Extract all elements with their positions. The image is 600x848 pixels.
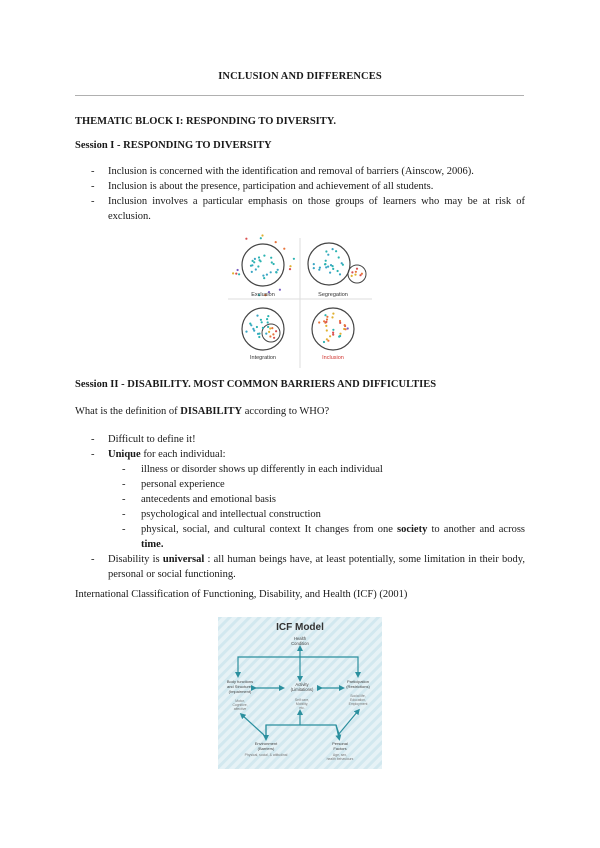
diagram-dot bbox=[339, 273, 341, 275]
personal-label-line2: Factors bbox=[333, 746, 347, 751]
exclusion-inner-dots bbox=[250, 255, 279, 280]
diagram-dot bbox=[361, 273, 363, 275]
diagram-dot bbox=[325, 321, 327, 323]
diagram-dot bbox=[279, 289, 281, 291]
diagram-dot bbox=[268, 331, 270, 333]
diagram-dot bbox=[262, 275, 264, 277]
context-text-2: to another and across bbox=[427, 524, 525, 535]
diagram-dot bbox=[293, 258, 295, 260]
question-text: What is the definition of bbox=[75, 406, 181, 417]
diagram-dot bbox=[259, 259, 261, 261]
activity-label-line2: (Limitations) bbox=[290, 687, 314, 692]
time-keyword: time. bbox=[141, 539, 164, 550]
diagram-dot bbox=[323, 341, 325, 343]
context-text: physical, social, and cultural context It changes from one bbox=[141, 524, 398, 535]
body-small-line2: Cognitive, bbox=[232, 703, 248, 707]
segregation-label: Segregation bbox=[318, 292, 348, 298]
segregation-inner-dots bbox=[313, 248, 344, 276]
environment-label-line2: (Barriers) bbox=[257, 746, 275, 751]
universal-text-end: : all human beings have, at least potentially, some limitation in their body, personal or social functioning. bbox=[108, 554, 525, 580]
health-label-line2: Condition bbox=[291, 641, 309, 646]
unique-text: for each individual: bbox=[140, 449, 226, 460]
icf-title: ICF Model bbox=[276, 622, 324, 633]
inclusion-dots bbox=[318, 313, 349, 344]
diagram-dot bbox=[283, 248, 285, 250]
diagram-dot bbox=[275, 241, 277, 243]
diagram-dot bbox=[272, 333, 274, 335]
title-divider bbox=[75, 95, 524, 96]
diagram-dot bbox=[344, 324, 346, 326]
diagram-dot bbox=[253, 261, 255, 263]
session-1-bullet-list bbox=[75, 164, 525, 224]
diagram-dot bbox=[324, 314, 326, 316]
diagram-dot bbox=[313, 263, 315, 265]
unique-keyword: Unique bbox=[108, 449, 141, 460]
diagram-dot bbox=[332, 248, 334, 250]
diagram-dot bbox=[289, 268, 291, 270]
session-1-heading: Session I - RESPONDING TO DIVERSITY bbox=[75, 140, 272, 151]
diagram-dot bbox=[250, 324, 252, 326]
inclusion-diagram bbox=[225, 233, 375, 373]
participation-label-line2: (Restrictions) bbox=[346, 684, 370, 689]
exclusion-circle bbox=[242, 244, 284, 286]
diagram-dot bbox=[258, 333, 260, 335]
universal-text: Disability is bbox=[108, 554, 163, 565]
list-item-unique bbox=[75, 447, 525, 552]
list-item: - Inclusion involves a particular emphasis on those groups of learners who may be at risk of exclusion. bbox=[75, 194, 525, 224]
diagram-dot bbox=[232, 272, 234, 274]
diagram-dot bbox=[332, 332, 334, 334]
diagram-dot bbox=[329, 272, 331, 274]
diagram-dot bbox=[245, 238, 247, 240]
diagram-dot bbox=[257, 265, 259, 267]
environment-small: Physical, social, & attitudinal bbox=[244, 753, 288, 757]
icf-model-svg bbox=[218, 617, 382, 769]
diagram-dot bbox=[345, 328, 347, 330]
diagram-dot bbox=[318, 269, 320, 271]
diagram-dot bbox=[256, 315, 258, 317]
participation-small-line1: Social life, bbox=[350, 694, 366, 698]
diagram-dot bbox=[351, 271, 353, 273]
body-label-line3: (Impairment) bbox=[228, 689, 252, 694]
diagram-dot bbox=[260, 319, 262, 321]
inclusion-diagram-svg bbox=[225, 233, 375, 373]
diagram-dot bbox=[245, 331, 247, 333]
diagram-dot bbox=[339, 320, 341, 322]
diagram-dot bbox=[318, 321, 320, 323]
diagram-dot bbox=[339, 333, 341, 335]
diagram-dot bbox=[258, 256, 260, 258]
diagram-dot bbox=[331, 316, 333, 318]
integration-label: Integration bbox=[250, 355, 276, 361]
diagram-dot bbox=[265, 333, 267, 335]
body-label-line2: and Structures bbox=[226, 684, 254, 689]
diagram-dot bbox=[271, 327, 273, 329]
diagram-dot bbox=[267, 326, 269, 328]
inclusion-label: Inclusion bbox=[322, 355, 344, 361]
sub-list-item: - psychological and intellectual construction bbox=[108, 507, 525, 522]
diagram-dot bbox=[261, 234, 263, 236]
list-item: - Difficult to define it! bbox=[75, 432, 525, 447]
diagram-dot bbox=[332, 313, 334, 315]
integration-dots bbox=[245, 315, 269, 339]
diagram-dot bbox=[251, 264, 253, 266]
disability-bullet-list bbox=[75, 432, 525, 582]
diagram-dot bbox=[326, 316, 328, 318]
diagram-dot bbox=[269, 335, 271, 337]
activity-label-line1: Activity bbox=[295, 682, 309, 687]
participation-label-line1: Participation bbox=[346, 679, 370, 684]
list-item: - Inclusion is concerned with the identification and removal of barriers (Ainscow, 2006). bbox=[75, 164, 525, 179]
personal-small-line1: Age, sex, bbox=[332, 753, 348, 757]
diagram-dot bbox=[262, 327, 264, 329]
diagram-dot bbox=[354, 274, 356, 276]
diagram-dot bbox=[255, 268, 257, 270]
diagram-dot bbox=[335, 250, 337, 252]
diagram-dot bbox=[347, 327, 349, 329]
document-title: INCLUSION AND DIFFERENCES bbox=[218, 71, 382, 82]
unique-sub-list bbox=[108, 462, 525, 552]
diagram-dot bbox=[253, 330, 255, 332]
diagram-dot bbox=[263, 255, 265, 257]
diagram-dot bbox=[337, 270, 339, 272]
universal-keyword: universal bbox=[162, 554, 205, 565]
participation-small-line3: Employment bbox=[348, 702, 368, 706]
diagram-dot bbox=[266, 274, 268, 276]
diagram-dot bbox=[273, 263, 275, 265]
question-text-end: according to WHO? bbox=[242, 406, 330, 417]
diagram-dot bbox=[341, 262, 343, 264]
diagram-dot bbox=[267, 315, 269, 317]
participation-small-line2: Education, bbox=[349, 698, 367, 702]
sub-list-item bbox=[108, 522, 525, 552]
icf-model-diagram bbox=[218, 617, 382, 769]
diagram-dot bbox=[269, 327, 271, 329]
diagram-dot bbox=[271, 261, 273, 263]
segregation-panel bbox=[308, 243, 366, 298]
diagram-dot bbox=[355, 271, 357, 273]
diagram-dot bbox=[238, 273, 240, 275]
personal-small-line2: health behaviours bbox=[326, 757, 354, 761]
sub-list-item: - illness or disorder shows up differently in each individual bbox=[108, 462, 525, 477]
diagram-dot bbox=[261, 321, 263, 323]
personal-label-line1: Personal bbox=[332, 741, 348, 746]
integration-panel bbox=[242, 308, 284, 361]
diagram-dot bbox=[332, 265, 334, 267]
diagram-dot bbox=[332, 268, 334, 270]
health-label-line1: Health bbox=[293, 636, 307, 641]
integration-inner-circle bbox=[262, 324, 280, 342]
list-item-universal bbox=[75, 552, 525, 582]
diagram-dot bbox=[275, 271, 277, 273]
diagram-dot bbox=[327, 254, 329, 256]
diagram-dot bbox=[235, 273, 237, 275]
diagram-dot bbox=[275, 330, 277, 332]
diagram-dot bbox=[263, 277, 265, 279]
society-keyword: society bbox=[397, 524, 428, 535]
diagram-dot bbox=[258, 336, 260, 338]
exclusion-panel bbox=[232, 234, 295, 298]
diagram-dot bbox=[325, 260, 327, 262]
diagram-dot bbox=[323, 320, 325, 322]
who-question bbox=[75, 406, 329, 417]
diagram-dot bbox=[260, 237, 262, 239]
diagram-dot bbox=[351, 275, 353, 277]
diagram-dot bbox=[339, 322, 341, 324]
diagram-dot bbox=[332, 334, 334, 336]
diagram-dot bbox=[266, 318, 268, 320]
diagram-dot bbox=[327, 266, 329, 268]
list-item: - Inclusion is about the presence, participation and achievement of all students. bbox=[75, 179, 525, 194]
diagram-dot bbox=[338, 336, 340, 338]
diagram-dot bbox=[254, 258, 256, 260]
icf-reference: International Classification of Functioning, Disability, and Health (ICF) (2001) bbox=[75, 589, 408, 600]
diagram-dot bbox=[273, 337, 275, 339]
activity-small-line1: Self care, bbox=[294, 698, 310, 702]
diagram-dot bbox=[327, 340, 329, 342]
session-2-heading: Session II - DISABILITY. MOST COMMON BARRIERS AND DIFFICULTIES bbox=[75, 379, 437, 390]
environment-label-line1: Environment bbox=[254, 741, 278, 746]
activity-small-line2: Mobility, bbox=[295, 702, 309, 706]
diagram-dot bbox=[270, 257, 272, 259]
activity-small-line3: etc. bbox=[299, 706, 305, 710]
diagram-dot bbox=[237, 269, 239, 271]
segregation-small-dots bbox=[351, 268, 363, 277]
thematic-block-heading: THEMATIC BLOCK I: RESPONDING TO DIVERSITY. bbox=[75, 116, 337, 127]
diagram-dot bbox=[356, 268, 358, 270]
diagram-dot bbox=[289, 265, 291, 267]
diagram-dot bbox=[326, 318, 328, 320]
diagram-dot bbox=[277, 269, 279, 271]
diagram-dot bbox=[325, 266, 327, 268]
body-label-line1: Body functions bbox=[226, 679, 254, 684]
diagram-dot bbox=[325, 325, 327, 327]
diagram-dot bbox=[326, 329, 328, 331]
body-small-line1: Motor, bbox=[235, 699, 245, 703]
diagram-dot bbox=[332, 329, 334, 331]
diagram-dot bbox=[256, 326, 258, 328]
sub-list-item: - personal experience bbox=[108, 477, 525, 492]
diagram-dot bbox=[329, 335, 331, 337]
diagram-dot bbox=[338, 256, 340, 258]
diagram-dot bbox=[313, 267, 315, 269]
exclusion-label: Exclusion bbox=[251, 292, 275, 298]
diagram-dot bbox=[325, 250, 327, 252]
body-small-line3: affective bbox=[233, 707, 247, 711]
diagram-dot bbox=[267, 321, 269, 323]
diagram-dot bbox=[324, 263, 326, 265]
diagram-dot bbox=[251, 271, 253, 273]
question-keyword: DISABILITY bbox=[180, 406, 243, 417]
inclusion-panel bbox=[312, 308, 354, 361]
diagram-dot bbox=[319, 267, 321, 269]
sub-list-item: - antecedents and emotional basis bbox=[108, 492, 525, 507]
integration-small-dots bbox=[268, 327, 277, 339]
diagram-dot bbox=[270, 271, 272, 273]
